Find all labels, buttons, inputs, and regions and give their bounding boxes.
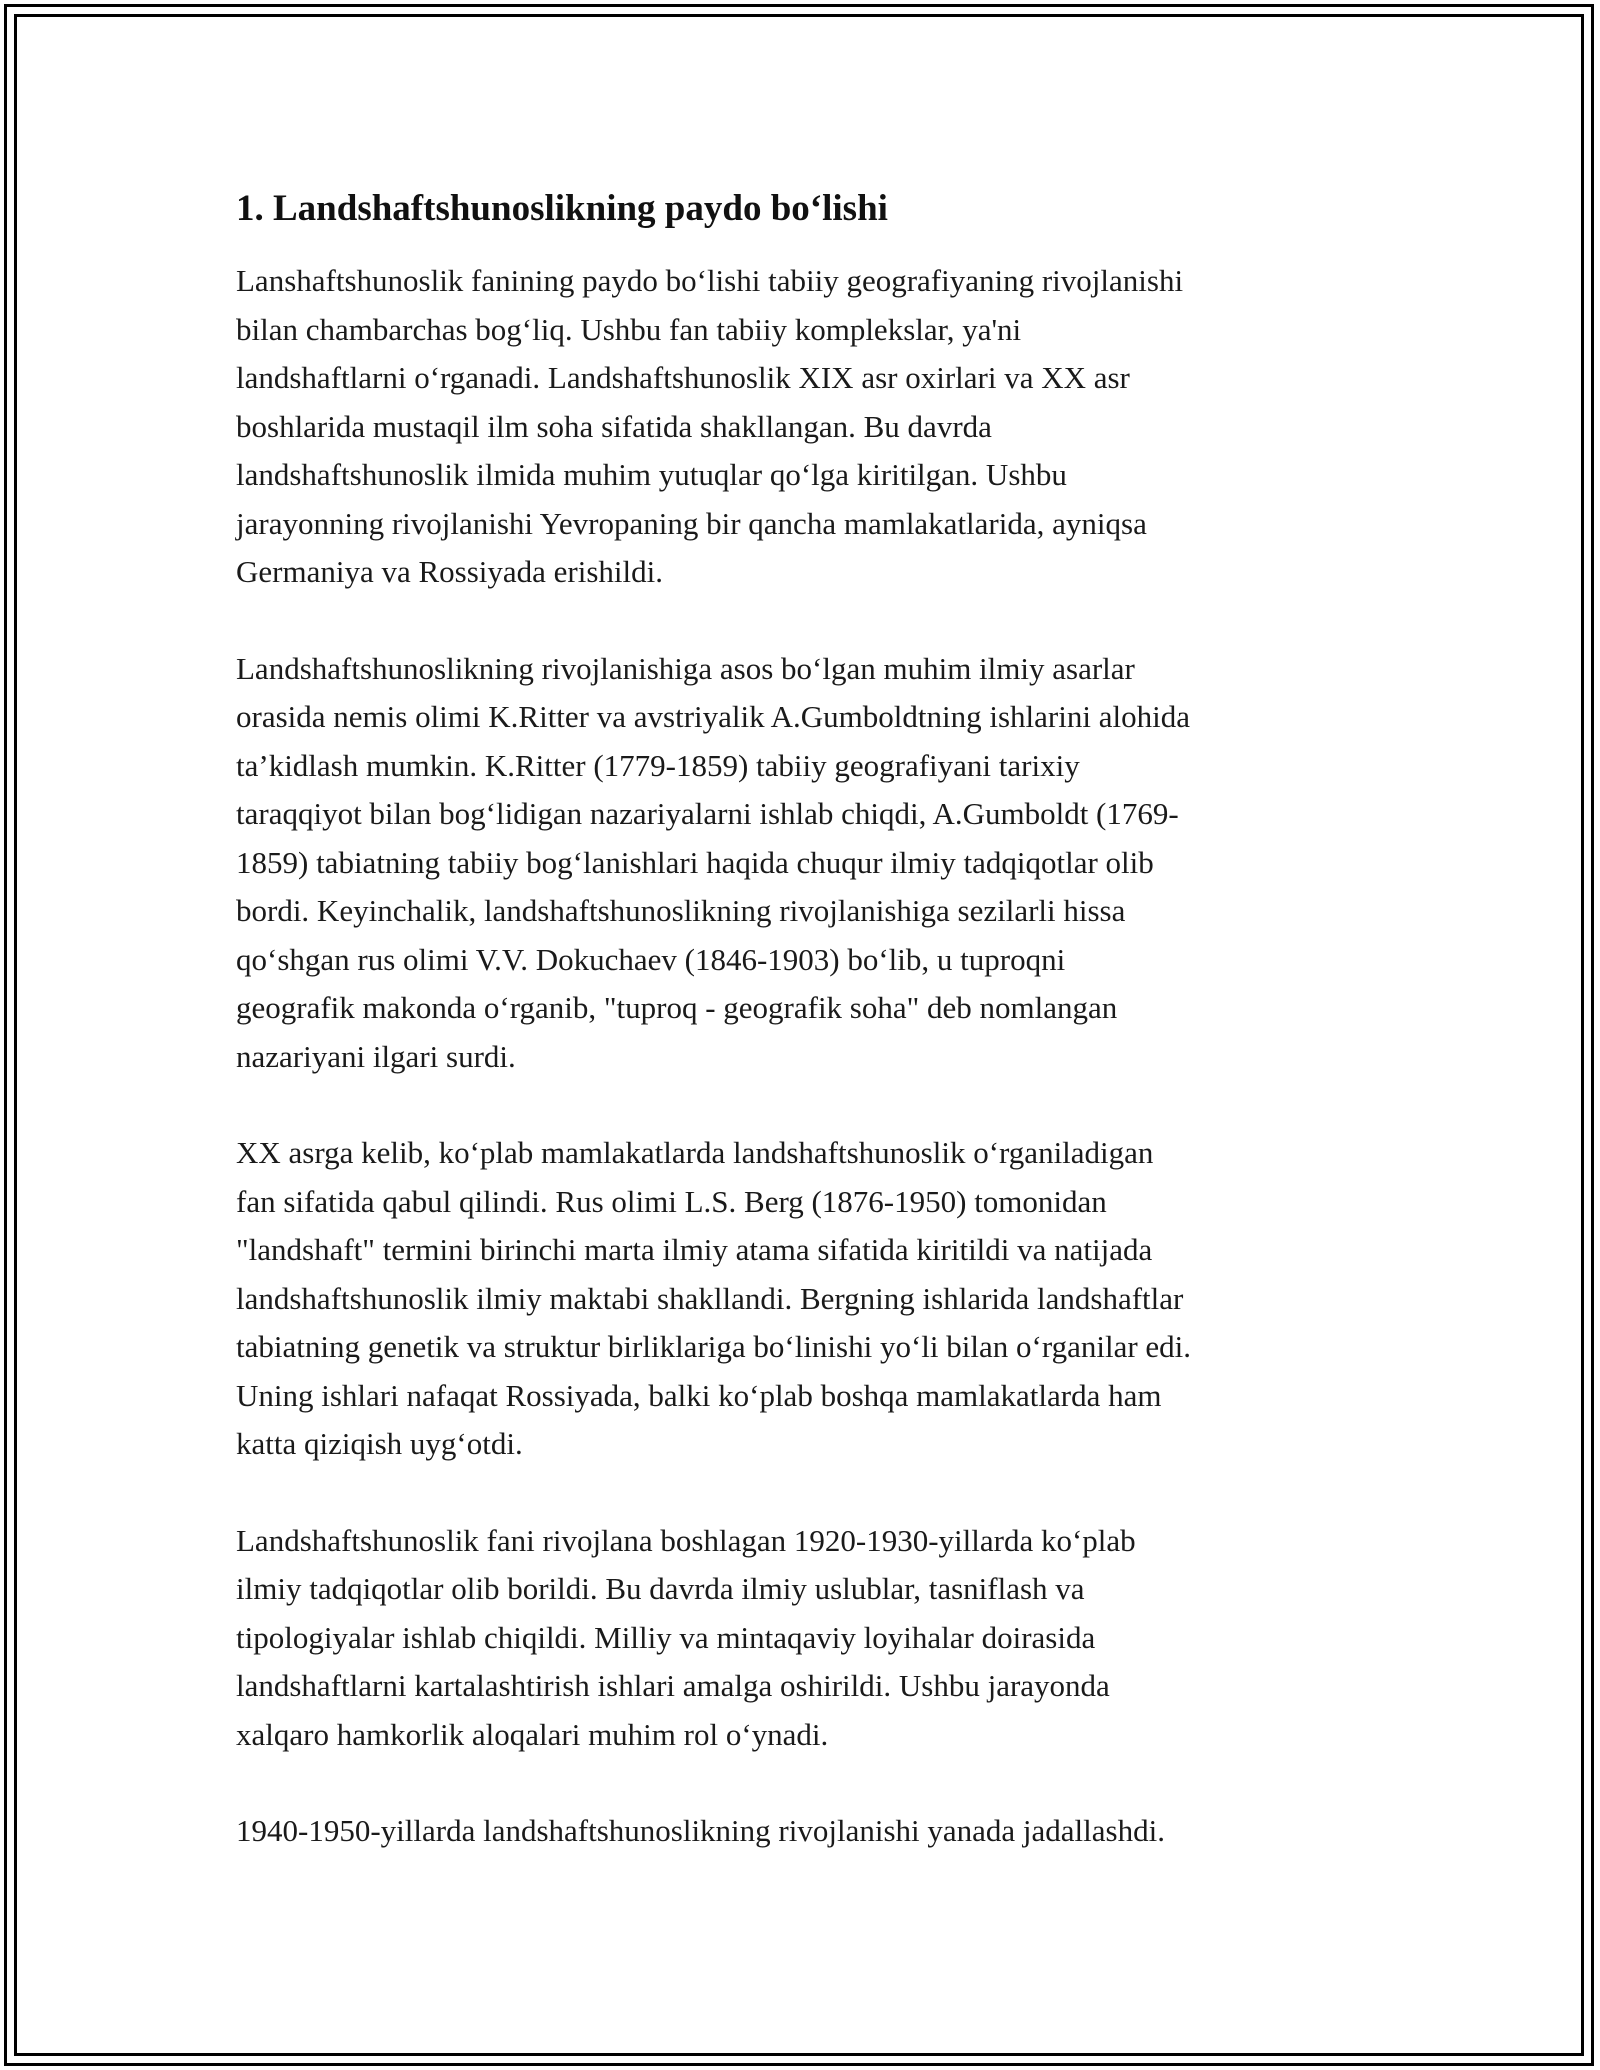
paragraph-4: Landshaftshunoslik fani rivojlana boshlagan 1920-1930-yillarda ko‘plab ilmiy tadqiqotlar olib borildi. Bu davrda ilmiy uslublar, tasniflash va tipologiyalar ishlab chiqildi. Milliy va mintaqaviy loyihalar doirasida landshaftlarni kartalashtirish ishlari amalga oshirildi. Ushbu jarayonda xalqaro hamkorlik aloqalari muhim rol o‘ynadi. — [236, 1522, 1136, 1752]
page-title: 1. Landshaftshunoslikning paydo bo‘lishi — [236, 188, 888, 229]
paragraph-5: 1940-1950-yillarda landshaftshunoslikning rivojlanishi yanada jadallashdi. — [236, 1813, 1165, 1848]
paragraph-2: Landshaftshunoslikning rivojlanishiga asos bo‘lgan muhim ilmiy asarlar orasida nemis olimi K.Ritter va avstriyalik A.Gumboldtning ishlarini alohida ta’kidlash mumkin. K.Ritter (1779-1859) tabiiy geografiyani tarixiy taraqqiyot bilan bog‘lidigan nazariyalarni ishlab chiqdi, A.Gumboldt (1769- 1859) tabiatning tabiiy bog‘lanishlari haqida chuqur ilmiy tadqiqotlar olib bordi. Keyinchalik, landshaftshunoslikning rivojlanishiga sezilarli hissa qo‘shgan rus olimi V.V. Dokuchaev (1846-1903) bo‘lib, u tuproqni geografik makonda o‘rganib, "tuproq - geografik soha" deb nomlangan nazariyani ilgari surdi. — [236, 650, 1190, 1074]
paragraph-3: XX asrga kelib, ko‘plab mamlakatlarda landshaftshunoslik o‘rganiladigan fan sifatida qabul qilindi. Rus olimi L.S. Berg (1876-1950) tomonidan "landshaft" termini birinchi marta ilmiy atama sifatida kiritildi va natijada landshaftshunoslik ilmiy maktabi shakllandi. Bergning ishlarida landshaftlar tabiatning genetik va struktur birliklariga bo‘linishi yo‘li bilan o‘rganilar edi. Uning ishlari nafaqat Rossiyada, balki ko‘plab boshqa mamlakatlarda ham katta qiziqish uyg‘otdi. — [236, 1135, 1192, 1461]
document-body — [236, 185, 1376, 1904]
paragraph-1: Lanshaftshunoslik fanining paydo bo‘lishi tabiiy geografiyaning rivojlanishi bilan chambarchas bog‘liq. Ushbu fan tabiiy komplekslar, ya'ni landshaftlarni o‘rganadi. Landshaftshunoslik XIX asr oxirlari va XX asr boshlarida mustaqil ilm soha sifatida shakllangan. Bu davrda landshaftshunoslik ilmida muhim yutuqlar qo‘lga kiritilgan. Ushbu jarayonning rivojlanishi Yevropaning bir qancha mamlakatlarida, ayniqsa Germaniya va Rossiyada erishildi. — [236, 263, 1184, 589]
